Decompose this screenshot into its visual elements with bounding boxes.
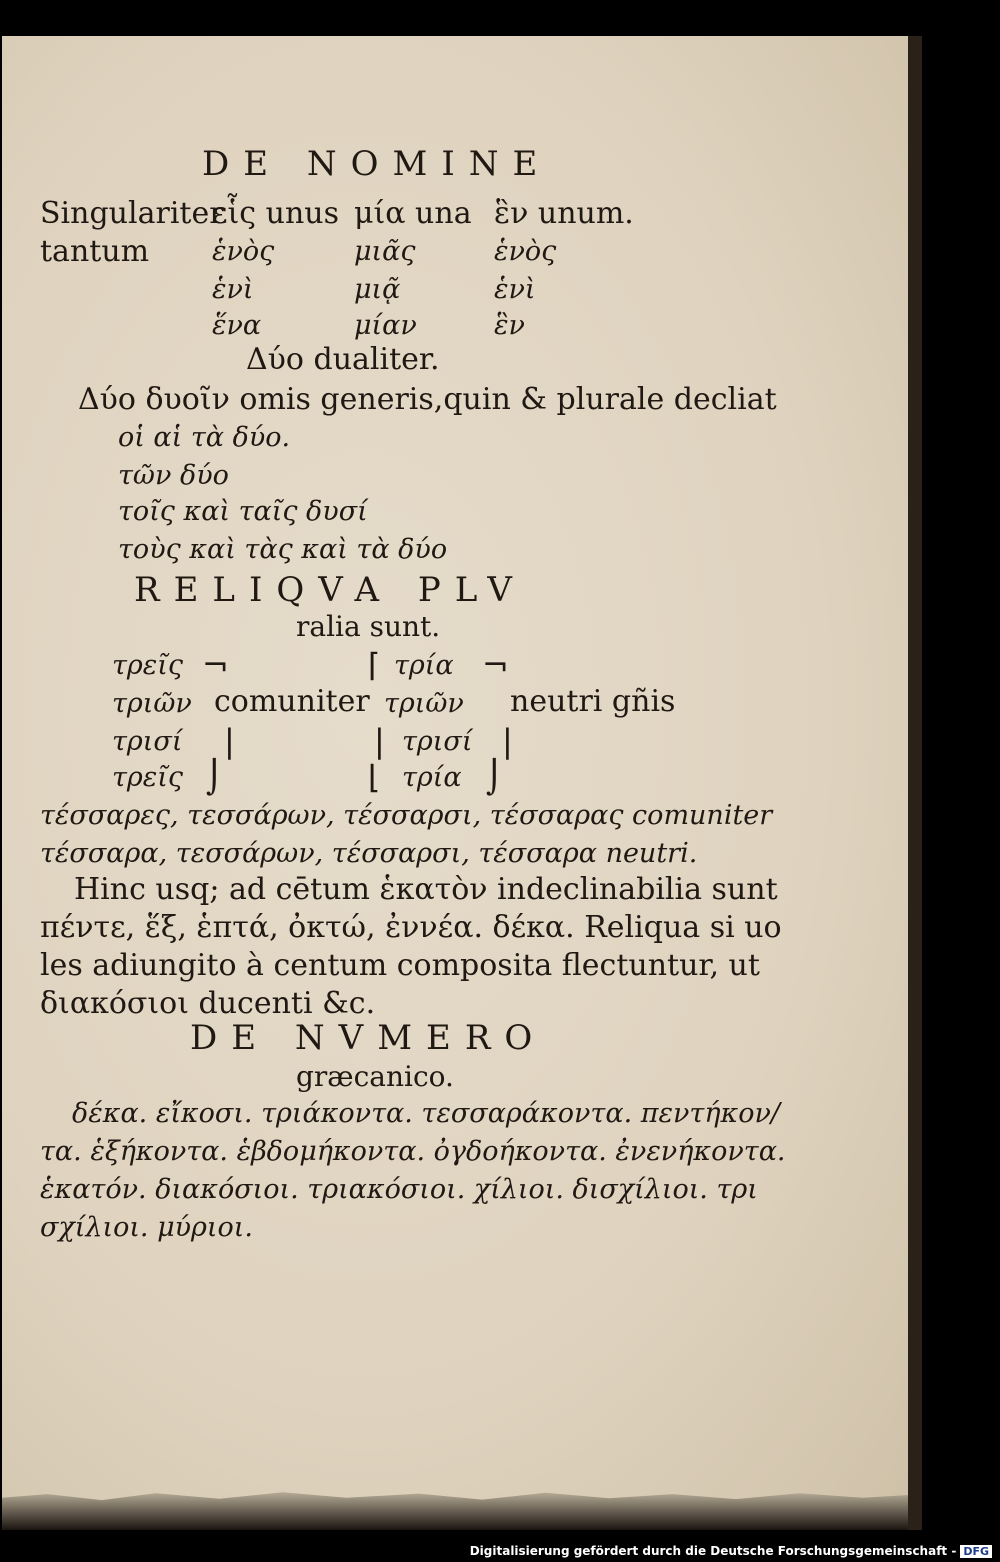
tres-form: τρισί [112, 726, 183, 757]
tres-left-label: comuniter [214, 684, 370, 719]
paragraph-line: πέντε, ἕξ, ἑπτά, ὀκτώ, ἐννέα. δέκα. Reliqua si uo [40, 910, 782, 945]
tria-form: τρία [394, 650, 454, 681]
numero-sub: græcanico. [296, 1060, 454, 1093]
decl-masc: ἕνα [212, 310, 262, 341]
decl-neut: ἓν [494, 310, 525, 341]
decl-fem: μίαν [354, 310, 417, 341]
decl-label: tantum [40, 234, 150, 269]
numero-line: τα. ἑξήκοντα. ἑβδομήκοντα. ὀγδοήκοντα. ἐνενήκοντα. [40, 1136, 786, 1167]
decl-fem: μιᾷ [354, 274, 401, 305]
numero-line: σχίλιοι. μύριοι. [40, 1212, 253, 1243]
decl-neut: ἓν unum. [494, 196, 634, 231]
numero-heading: DE NVMERO [190, 1018, 547, 1058]
torn-page-edge [2, 1484, 908, 1530]
tres-form: τρεῖς [112, 650, 184, 681]
paragraph-line: διακόσιοι ducenti &c. [40, 986, 376, 1021]
tessares-line: τέσσαρα, τεσσάρων, τέσσαρσι, τέσσαρα neutri. [40, 838, 698, 869]
bracket-bottom: ⌡ [206, 758, 223, 796]
tres-form: τριῶν [112, 688, 192, 719]
duo-form: τοὺς καὶ τὰς καὶ τὰ δύο [118, 534, 448, 565]
bracket-top: ¬ [202, 646, 229, 684]
decl-fem: μία una [354, 196, 472, 231]
dfg-logo: DFG [960, 1545, 992, 1558]
digitization-credit [470, 1544, 992, 1558]
bracket-close-mid: | [502, 722, 513, 760]
bracket-mid: | [224, 722, 235, 760]
bracket-open: ⌈ [368, 646, 381, 684]
paragraph-line: Hinc usq; ad cētum ἑκατὸν indeclinabilia sunt [74, 872, 778, 907]
book-page [2, 36, 922, 1530]
bracket-close-bottom: ⌡ [486, 758, 503, 796]
decl-masc: εἷς unus [212, 196, 340, 231]
numero-line: δέκα. εἴκοσι. τριάκοντα. τεσσαράκοντα. πεντήκον/ [72, 1098, 780, 1129]
reliqua-heading: RELIQVA PLV [134, 570, 526, 610]
tres-right-label: neutri gñis [510, 684, 676, 719]
duo-heading: Δύο dualiter. [246, 342, 440, 377]
bracket-open-bottom: ⌊ [368, 758, 381, 796]
decl-masc: ἑνὶ [212, 274, 254, 305]
duo-line: Δύο δυοῖν omis generis,quin & plurale decliat [78, 382, 777, 417]
bracket-close: ¬ [482, 646, 509, 684]
page-heading: DE NOMINE [202, 144, 552, 184]
decl-fem: μιᾶς [354, 236, 416, 267]
paragraph-line: les adiungito à centum composita flectuntur, ut [40, 948, 760, 983]
duo-form: οἱ αἱ τὰ δύο. [118, 422, 291, 453]
duo-form: τῶν δύο [118, 460, 229, 491]
tres-form: τρεῖς [112, 762, 184, 793]
decl-neut: ἑνὸς [494, 236, 557, 267]
numero-line: ἑκατόν. διακόσιοι. τριακόσιοι. χίλιοι. δισχίλιοι. τρι [40, 1174, 758, 1205]
tria-form: τρισί [402, 726, 473, 757]
reliqua-sub: ralia sunt. [296, 610, 441, 643]
duo-form: τοῖς καὶ ταῖς δυσί [118, 496, 368, 527]
decl-masc: ἑνὸς [212, 236, 275, 267]
decl-label: Singulariter [40, 196, 224, 231]
credit-text: Digitalisierung gefördert durch die Deutsche Forschungsgemeinschaft - [469, 1544, 957, 1558]
bracket-open-mid: | [374, 722, 385, 760]
tria-form: τριῶν [384, 688, 464, 719]
tessares-line: τέσσαρες, τεσσάρων, τέσσαρσι, τέσσαρας comuniter [40, 800, 773, 831]
decl-neut: ἑνὶ [494, 274, 536, 305]
tria-form: τρία [402, 762, 462, 793]
